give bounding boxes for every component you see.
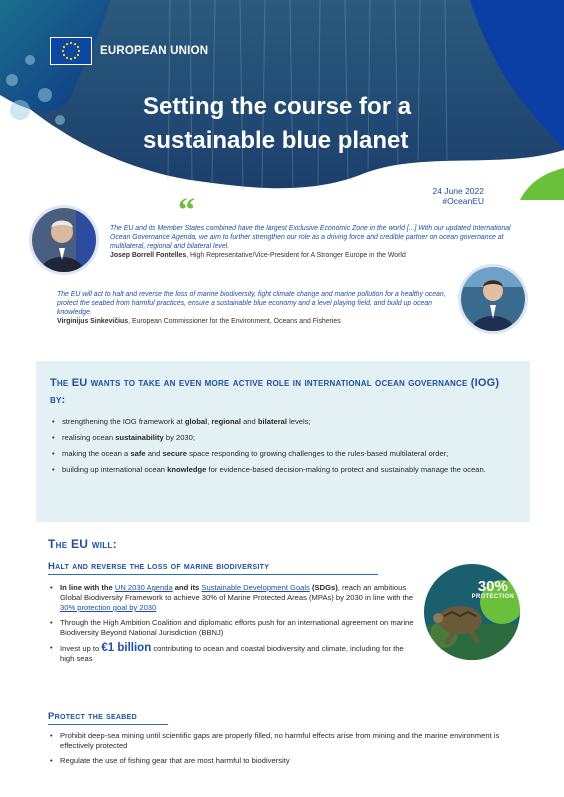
divider xyxy=(48,724,168,725)
list-item: • building up international ocean knowledge for evidence-based decision-making to protect and sustainably manage the ocean. xyxy=(50,464,516,475)
list-item: • Invest up to €1 billion contributing to ocean and coastal biodiversity and climate, including for the high seas xyxy=(48,643,418,664)
page-title: Setting the course for a sustainable blue planet xyxy=(143,93,412,154)
role-list xyxy=(50,416,516,475)
quote-sinkevicius xyxy=(57,290,451,326)
un-agenda-link[interactable]: UN 2030 Agenda xyxy=(114,583,173,592)
quote-author xyxy=(110,251,532,260)
quote-mark-icon: “ xyxy=(178,192,195,229)
portrait-sinkevicius xyxy=(458,264,528,334)
author-role: , High Representative/Vice-President for A Stronger Europe in the World xyxy=(186,252,406,259)
eu-logo xyxy=(50,37,208,65)
list-item: • strengthening the IOG framework at global, regional and bilateral levels; xyxy=(50,416,516,427)
date-block xyxy=(432,186,484,206)
publish-date: 24 June 2022 xyxy=(432,186,484,196)
list-item: • Regulate the use of fishing gear that are most harmful to biodiversity xyxy=(48,756,528,766)
quote-text: The EU will act to halt and reverse the loss of marine biodiversity, fight climate change and marine pollution for a healthy ocean, protect the seabed from harmful practices, ensure a sustainable blue economy and a level playing field, and build up ocean knowledge. xyxy=(57,291,446,316)
turtle-protection-image xyxy=(424,564,520,660)
seabed-list xyxy=(48,731,528,771)
subsection-heading-seabed: Protect the seabed xyxy=(48,711,137,722)
quote-text: The EU and its Member States combined have the largest Exclusive Economic Zone in the world [...] With our updated International Ocean Governance Agenda, we aim to further strengthen our role as a driving force and credible partner on ocean governance at multilateral, regional and bilateral level. xyxy=(110,225,511,250)
protection-label: PROTECTION xyxy=(471,594,514,600)
section-heading: The EU will: xyxy=(48,537,117,551)
role-box-title: The EU wants to take an even more active role in international ocean governance (IOG) by: xyxy=(50,377,500,406)
portrait-borrell xyxy=(29,205,99,275)
funding-amount: €1 billion xyxy=(101,642,152,654)
biodiversity-list xyxy=(48,583,418,669)
quote-borrell xyxy=(110,224,532,260)
list-item: • making the ocean a safe and secure space responding to growing challenges to the rules-based multilateral order; xyxy=(50,448,516,459)
org-name: EUROPEAN UNION xyxy=(100,45,209,57)
author-role: , European Commissioner for the Environment, Oceans and Fisheries xyxy=(128,318,341,325)
author-name: Virginijus Sinkevičius xyxy=(57,318,129,325)
protection-percent: 30% xyxy=(477,578,508,595)
hashtag: #OceanEU xyxy=(442,196,484,206)
author-name: Josep Borrell Fontelles xyxy=(110,252,187,259)
subsection-heading-biodiversity: Halt and reverse the loss of marine biodiversity xyxy=(48,561,270,572)
protection-badge xyxy=(472,579,514,600)
sdg-link[interactable]: Sustainable Development Goals xyxy=(201,583,310,592)
quote-author xyxy=(57,317,451,326)
header-banner xyxy=(0,0,564,200)
list-item: • Prohibit deep-sea mining until scientific gaps are properly filled, no harmful effects arise from mining and the marine environment is effectively protected xyxy=(48,731,528,751)
list-item: • In line with the UN 2030 Agenda and its Sustainable Development Goals (SDGs), reach an ambitious Global Biodiversity Framework to achieve 30% of Marine Protected Areas (MPAs) by 2030 in line with the 30% protection goal by 2030 xyxy=(48,583,418,613)
divider xyxy=(48,574,378,575)
list-item: • Through the High Ambition Coalition and diplomatic efforts push for an international agreement on marine Biodiversity Beyond National Jurisdiction (BBNJ) xyxy=(48,618,418,638)
eu-flag-icon xyxy=(50,37,92,65)
list-item: • realising ocean sustainability by 2030; xyxy=(50,432,516,443)
protection-goal-link[interactable]: 30% protection goal by 2030 xyxy=(60,603,157,612)
iog-role-box xyxy=(36,361,530,522)
